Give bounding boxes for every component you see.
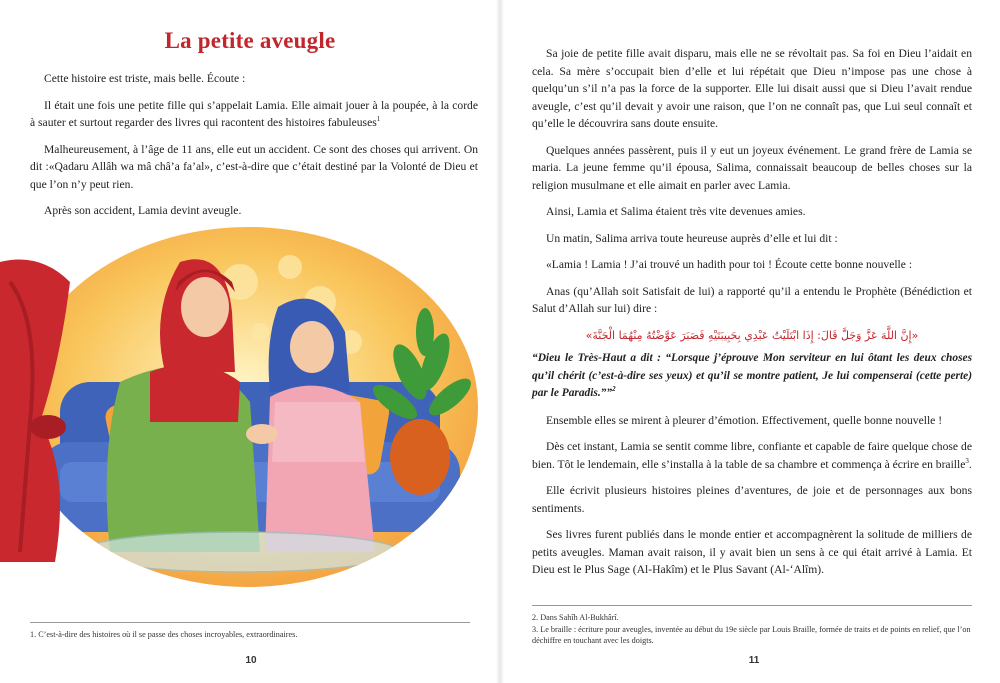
- footnote: 3. Le braille : écriture pour aveugles, inventée au début du 19e siècle par Louis Braille, formée de traits et de points en relief, que l’on déchiffre en touchant avec les doigts.: [532, 625, 971, 645]
- footnote-ref: 2: [612, 385, 616, 394]
- right-page-text: [532, 45, 972, 588]
- paragraph: «Lamia ! Lamia ! J’ai trouvé un hadith pour toi ! Écoute cette bonne nouvelle :: [546, 258, 913, 271]
- footnote-ref: 3: [965, 456, 969, 465]
- paragraph: Malheureusement, à l’âge de 11 ans, elle eut un accident. Ce sont des choses qui arrivent. On dit :«Qadaru Allâh wa mâ châ’a fa’al», c’est-à-dire que c’était destiné par la Volonté de Dieu et que l’on n’y peut rien.: [30, 142, 478, 191]
- hadith-translation: “Dieu le Très-Haut a dit : “Lorsque j’éprouve Mon serviteur en lui ôtant les deux choses qu’il chérit (c’est-à-dire ses yeux) et qu’il se montre patient, Je lui compenserai (cette perte) par le Paradis.””$^2$: [532, 352, 972, 399]
- paragraph: Elle écrivit plusieurs histoires pleines d’aventures, de joie et de personnages aux bons sentiments.: [532, 484, 972, 515]
- paragraph: Après son accident, Lamia devint aveugle.: [44, 204, 242, 217]
- paragraph: Quelques années passèrent, puis il y eut un joyeux événement. Le grand frère de Lamia se maria. La jeune femme qu’il épousa, Salima, connaissait beaucoup de belles choses sur la religion musulmane et elle aimait en parler avec Lamia.: [532, 143, 972, 192]
- paragraph: Ensemble elles se mirent à pleurer d’émotion. Effectivement, quelle bonne nouvelle !: [546, 413, 943, 427]
- paragraph: Sa joie de petite fille avait disparu, mais elle ne se révoltait pas. Sa foi en Dieu l’aidait en cela. Sa mère s’occupait bien d’elle et lui répétait que Dieu n’impose pas une chose à quelqu’un s’il n’a pas la force de la supporter. Elle lui disait aussi que si Dieu l’avait rendue aveugle, c’est qu’il devait y avoir une raison, que l’on ne connaît pas, que Lui seul connaît et qu’elle le découvrira sans doute ensuite.: [532, 47, 972, 130]
- paragraph: Cette histoire est triste, mais belle. Écoute :: [44, 72, 246, 85]
- left-footnotes: [30, 622, 470, 641]
- footnote: 1. C’est-à-dire des histoires où il se passe des choses incroyables, extraordinaires.: [30, 630, 298, 639]
- paragraph: Ainsi, Lamia et Salima étaient très vite devenues amies.: [546, 205, 806, 218]
- paragraph: Anas (qu’Allah soit Satisfait de lui) a rapporté qu’il a entendu le Prophète (Bénédiction et Salut d’Allah sur lui) dire :: [532, 284, 972, 315]
- story-title: La petite aveugle: [164, 28, 336, 53]
- story-illustration: [0, 222, 480, 592]
- left-page-text: [30, 70, 478, 229]
- footnote: 2. Dans Sahîh Al-Bukhârî.: [532, 613, 619, 622]
- page-number: 11: [748, 655, 760, 666]
- footnote-ref: 1: [376, 115, 381, 124]
- page-number: 10: [245, 655, 257, 666]
- paragraph: Il était une fois une petite fille qui s’appelait Lamia. Elle aimait jouer à la poupée, à la corde à sauter et surtout regarder des livres qui racontent des histoires fabuleuses$^1$: [30, 98, 478, 129]
- paragraph: Dès cet instant, Lamia se sentit comme libre, confiante et capable de faire quelque chose de bien. Tôt le lendemain, elle s’installa à la table de sa chambre et commença à écrire en braille$^3$.: [532, 440, 972, 471]
- paragraph: Ses livres furent publiés dans le monde entier et accompagnèrent la solitude de milliers de petits aveugles. Maman avait raison, il y avait bien un sens à ce qui était arrivé à Lamia. Et Dieu est le Plus Sage (Al-Hakîm) et le Plus Savant (Al-‘Alîm).: [532, 528, 972, 576]
- arabic-hadith: «إِنَّ اللَّهَ عَزَّ وَجَلَّ قَالَ: إِذَا ابْتَلَيْتُ عَبْدِي بِحَبِيبَتَيْهِ فَصَبَرَ عَوَّضْتُهُ مِنْهُمَا الْجَنَّةَ»: [585, 328, 919, 342]
- right-footnotes: [532, 605, 972, 647]
- paragraph: Un matin, Salima arriva toute heureuse auprès d’elle et lui dit :: [546, 231, 838, 245]
